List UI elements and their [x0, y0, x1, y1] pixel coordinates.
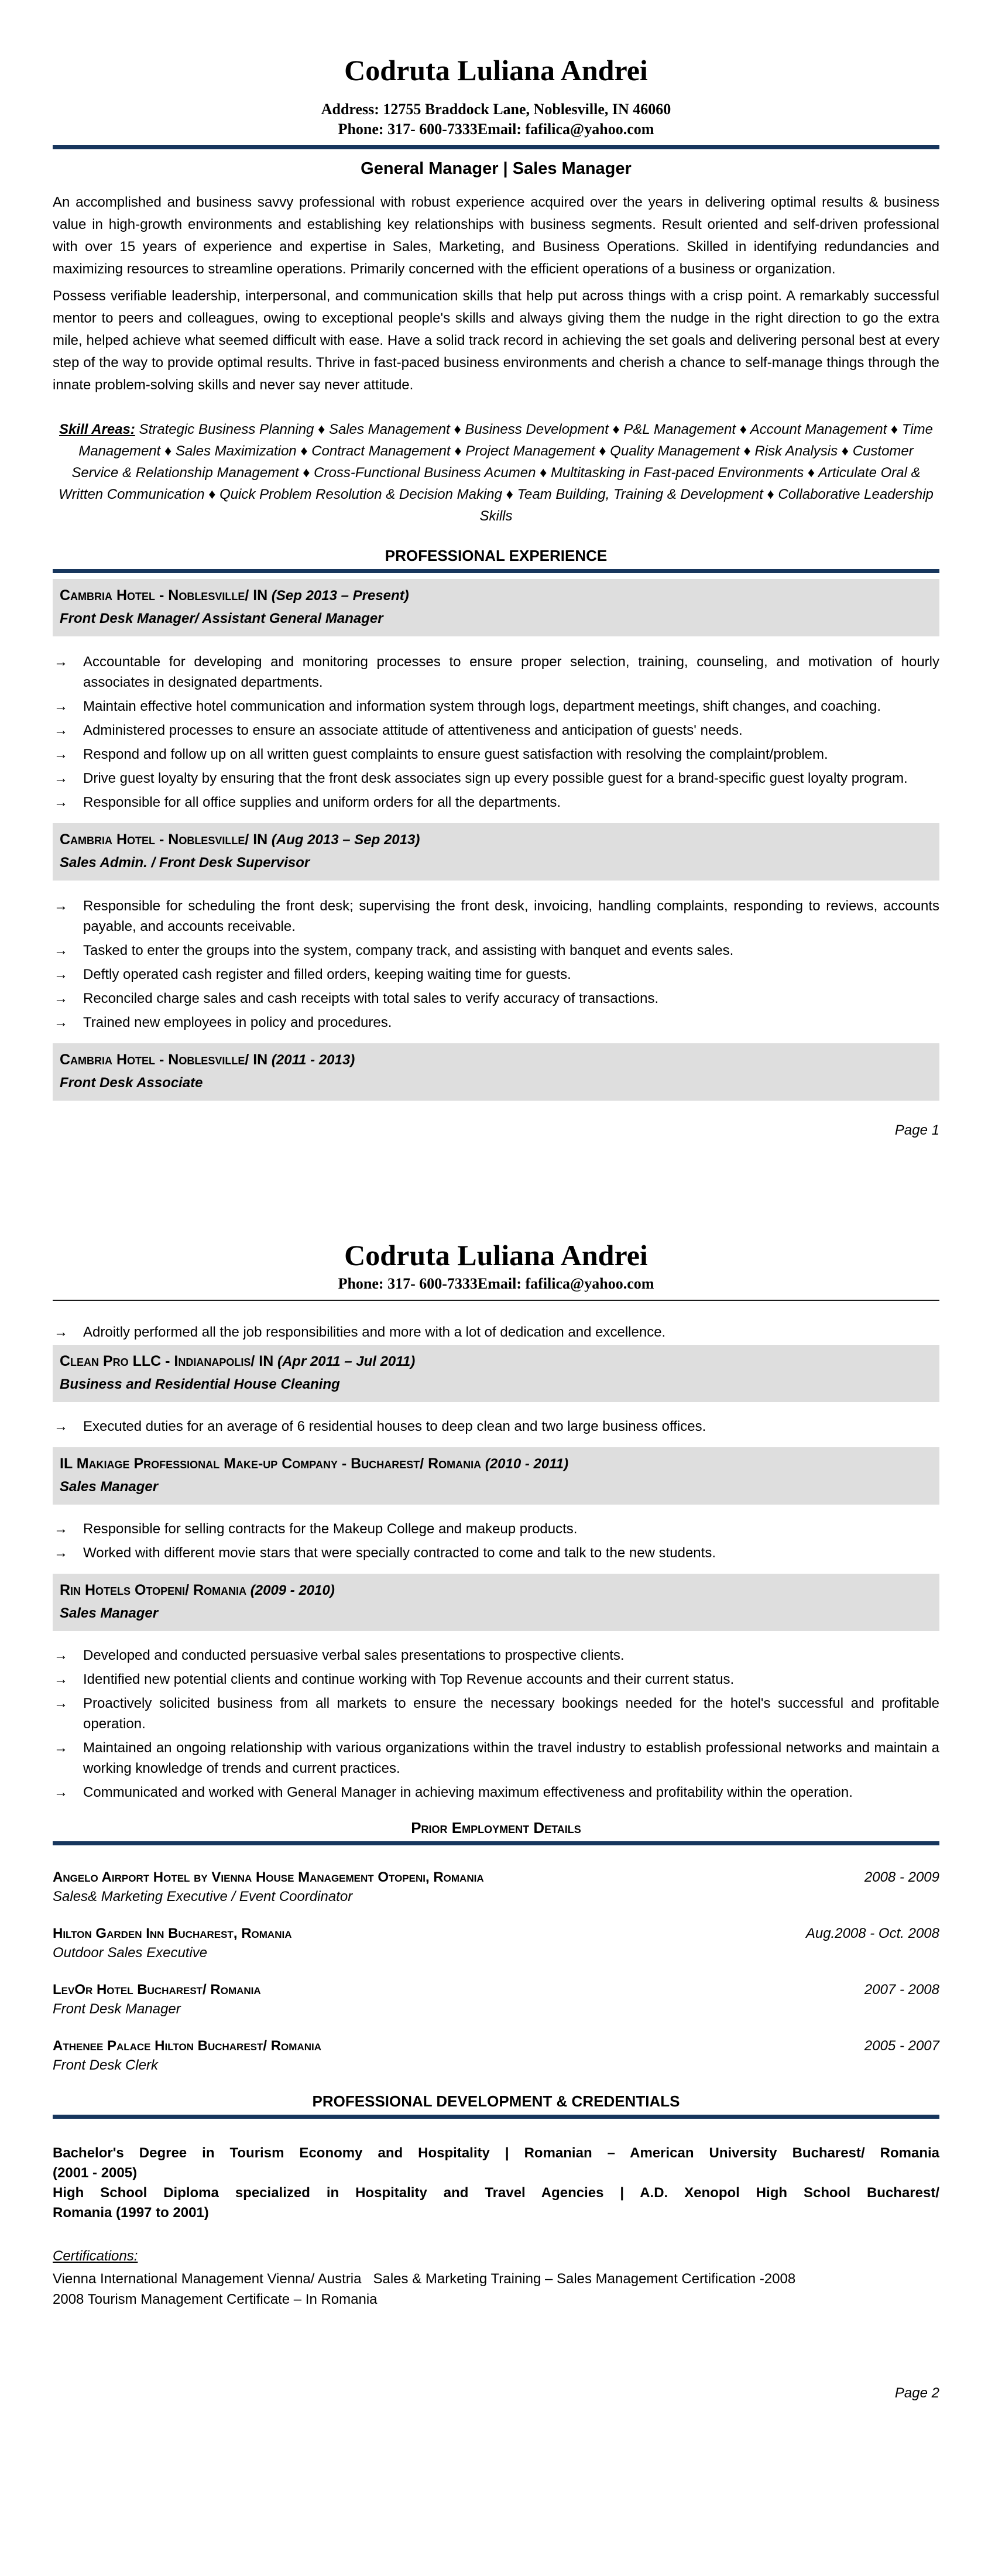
- job-company: Rin Hotels Otopeni/ Romania: [60, 1582, 247, 1598]
- job-header: [53, 823, 939, 881]
- phone-email-line: Phone: 317- 600-7333Email: fafilica@yahoo.com: [338, 121, 654, 138]
- job-dates: [267, 1052, 272, 1068]
- arrow-bullet-icon: →: [54, 1671, 68, 1687]
- list-item: [53, 744, 939, 765]
- job-company-line: [60, 829, 931, 851]
- job-title: Front Desk Manager/ Assistant General Manager: [60, 611, 383, 626]
- page-number: Page 1: [894, 1122, 939, 1138]
- list-item: [53, 1669, 939, 1690]
- job-dates: [481, 1456, 485, 1472]
- bullet-text: Accountable for developing and monitoring processes to ensure proper selection, training, counseling, and motivation of hourly associates in designated departments.: [83, 654, 939, 690]
- job-company: Clean Pro LLC - Indianapolis/ IN: [60, 1353, 274, 1369]
- prior-title: Front Desk Clerk: [53, 2057, 159, 2073]
- job-company: Cambria Hotel - Noblesville/ IN: [60, 587, 268, 604]
- arrow-bullet-icon: →: [54, 1419, 68, 1434]
- prior-job: [53, 1980, 939, 2019]
- list-item: [53, 768, 939, 789]
- job-bullets: [53, 1416, 939, 1437]
- job-company-line: [60, 1351, 931, 1372]
- prior-employment-list: [53, 1868, 939, 2075]
- section-heading-professional-experience: PROFESSIONAL EXPERIENCE: [385, 547, 608, 564]
- bullet-text: Responsible for selling contracts for the Makeup College and makeup products.: [83, 1521, 578, 1537]
- prior-company: Hilton Garden Inn Bucharest, Romania: [53, 1926, 292, 1941]
- list-item: [53, 896, 939, 937]
- header-divider: [53, 145, 939, 149]
- job-header: [53, 1345, 939, 1402]
- bullet-text: Developed and conducted persuasive verbal sales presentations to prospective clients.: [83, 1647, 625, 1663]
- job-company-line: [60, 585, 931, 607]
- bullet-text: Adroitly performed all the job responsibilities and more with a lot of dedication and excellence.: [83, 1324, 666, 1340]
- bullet-text: Executed duties for an average of 6 residential houses to deep clean and two large business offices.: [83, 1419, 706, 1434]
- list-item: [53, 988, 939, 1009]
- arrow-bullet-icon: →: [54, 770, 68, 786]
- arrow-bullet-icon: →: [54, 1740, 68, 1756]
- bullet-text: Administered processes to ensure an associate attitude of attentiveness and anticipation of guests' needs.: [83, 722, 743, 738]
- arrow-bullet-icon: →: [54, 967, 68, 982]
- job-dates: [267, 588, 272, 604]
- job-bullets: [53, 1645, 939, 1803]
- prior-dates: Aug.2008 - Oct. 2008: [805, 1926, 939, 1941]
- section-heading-prior-employment: Prior Employment Details: [411, 1819, 581, 1837]
- list-item: [53, 1519, 939, 1539]
- list-item: [53, 696, 939, 717]
- job-header: [53, 1574, 939, 1631]
- job-header: [53, 1447, 939, 1505]
- arrow-bullet-icon: →: [54, 1545, 68, 1561]
- job-dates: (Apr 2011 – Jul 2011): [277, 1354, 416, 1369]
- job-dates: [246, 1582, 251, 1598]
- prior-title: Front Desk Manager: [53, 2001, 181, 2017]
- job-header: [53, 1043, 939, 1101]
- bullet-text: Respond and follow up on all written guest complaints to ensure guest satisfaction with resolving the complaint/problem.: [83, 746, 828, 762]
- section-heading-credentials: PROFESSIONAL DEVELOPMENT & CREDENTIALS: [312, 2092, 680, 2110]
- education-entry-dates: (2001 - 2005): [53, 2165, 138, 2181]
- bullet-text: Maintain effective hotel communication and information system through logs, department meetings, shift changes, and coaching.: [83, 698, 881, 714]
- arrow-bullet-icon: →: [54, 1647, 68, 1663]
- list-item: [53, 1738, 939, 1779]
- job-title: Sales Manager: [60, 1605, 159, 1621]
- certification-entry: 2008 Tourism Management Certificate – In Romania: [53, 2291, 378, 2307]
- job-bullets: [53, 896, 939, 1033]
- arrow-bullet-icon: →: [54, 1015, 68, 1030]
- prior-title: Outdoor Sales Executive: [53, 1945, 208, 1961]
- page-number: Page 2: [894, 2385, 939, 2401]
- job-bullets: [53, 1322, 939, 1342]
- arrow-bullet-icon: →: [54, 698, 68, 714]
- prior-dates: 2008 - 2009: [864, 1869, 939, 1885]
- job-company-line: [60, 1580, 931, 1601]
- arrow-bullet-icon: →: [54, 943, 68, 958]
- job-dates: (2009 - 2010): [250, 1582, 335, 1598]
- summary-paragraph: An accomplished and business savvy professional with robust experience acquired over the years in delivering optimal results & business value in high-growth environments and establishing key relationships with business segments. Result oriented and self-driven professional with over 15 years of experience and expertise in Sales, Marketing, and Business Operations. Skilled in identifying redundancies and maximizing resources to streamline operations. Primarily concerned with the efficient operations of a business or organization.: [53, 194, 939, 277]
- education-entry: High School Diploma specialized in Hospitality and Travel Agencies | A.D. Xenopol High School Bucharest/: [53, 2185, 939, 2201]
- summary-paragraph: Possess verifiable leadership, interpersonal, and communication skills that help put across things with a crisp point. A remarkably successful mentor to peers and colleagues, owing to exceptional people's skills and always giving them the nudge in the right direction to go the extra mile, helped achieve what seemed difficult with ease. Have a solid track record in achieving the set goals and delivering personal best at every step of the way to provide optimal results. Thrive in fast-paced business environments and cherish a chance to self-manage things through the innate problem-solving skills and never say never attitude.: [53, 288, 939, 393]
- candidate-name: Codruta Luliana Andrei: [344, 54, 648, 87]
- bullet-text: Communicated and worked with General Manager in achieving maximum effectiveness and profitability within the operation.: [83, 1784, 853, 1800]
- education-entry: Bachelor's Degree in Tourism Economy and Hospitality | Romanian – American University Bucharest/ Romania: [53, 2145, 939, 2161]
- candidate-name: Codruta Luliana Andrei: [344, 1239, 648, 1272]
- phone-email-line: Phone: 317- 600-7333Email: fafilica@yahoo.com: [338, 1275, 654, 1292]
- prior-job-row: [53, 2036, 939, 2056]
- job-title: Sales Manager: [60, 1479, 159, 1495]
- prior-job-row: [53, 1980, 939, 1999]
- bullet-text: Responsible for all office supplies and uniform orders for all the departments.: [83, 794, 561, 810]
- arrow-bullet-icon: →: [54, 991, 68, 1006]
- job-dates: (2010 - 2011): [485, 1456, 569, 1472]
- prior-company: Angelo Airport Hotel by Vienna House Management Otopeni, Romania: [53, 1869, 484, 1885]
- prior-company: LevOr Hotel Bucharest/ Romania: [53, 1982, 261, 1998]
- header-divider: [53, 1300, 939, 1301]
- list-item: [53, 1416, 939, 1437]
- job-company: IL Makiage Professional Make-up Company - Bucharest/ Romania: [60, 1455, 482, 1472]
- bullet-text: Drive guest loyalty by ensuring that the front desk associates sign up every possible guest for a brand-specific guest loyalty program.: [83, 770, 908, 786]
- job-company: Cambria Hotel - Noblesville/ IN: [60, 831, 268, 848]
- prior-dates: 2005 - 2007: [864, 2038, 939, 2054]
- arrow-bullet-icon: →: [54, 1695, 68, 1711]
- list-item: [53, 1322, 939, 1342]
- bullet-text: Proactively solicited business from all markets to ensure the necessary bookings needed for the hotel's successful and profitable operation.: [83, 1695, 939, 1732]
- job-title: Sales Admin. / Front Desk Supervisor: [60, 855, 310, 871]
- job-company: Cambria Hotel - Noblesville/ IN: [60, 1051, 268, 1068]
- job-company-line: [60, 1049, 931, 1071]
- certification-entry: Vienna International Management Vienna/ Austria Sales & Marketing Training – Sales Management Certification -2008: [53, 2271, 796, 2287]
- arrow-bullet-icon: →: [54, 794, 68, 810]
- list-item: [53, 1543, 939, 1563]
- job-dates: [267, 832, 272, 848]
- skill-areas-label: Skill Areas:: [59, 422, 135, 437]
- job-dates: (Sep 2013 – Present): [271, 588, 409, 604]
- arrow-bullet-icon: →: [54, 898, 68, 914]
- certifications-label-text: Certifications:: [53, 2248, 138, 2264]
- arrow-bullet-icon: →: [54, 722, 68, 738]
- list-item: [53, 964, 939, 985]
- list-item: [53, 1782, 939, 1803]
- bullet-text: Tasked to enter the groups into the system, company track, and assisting with banquet and events sales.: [83, 943, 734, 958]
- address-line: Address: 12755 Braddock Lane, Noblesville, IN 46060: [321, 101, 671, 118]
- bullet-text: Worked with different movie stars that were specially contracted to come and talk to the new students.: [83, 1545, 716, 1561]
- job-dates: [273, 1354, 277, 1369]
- arrow-bullet-icon: →: [54, 746, 68, 762]
- list-item: [53, 1645, 939, 1666]
- bullet-text: Identified new potential clients and continue working with Top Revenue accounts and their current status.: [83, 1671, 735, 1687]
- section-divider: [53, 569, 939, 573]
- bullet-text: Responsible for scheduling the front desk; supervising the front desk, invoicing, handling complaints, responding to reviews, accounts payable, and accounts receivable.: [83, 898, 939, 934]
- list-item: [53, 652, 939, 693]
- job-dates: (Aug 2013 – Sep 2013): [271, 832, 420, 848]
- skill-areas-list: Strategic Business Planning ♦ Sales Management ♦ Business Development ♦ P&L Management ♦ Account Management ♦ Time Management ♦ Sales Maximization ♦ Contract Management ♦ Project Management ♦ Quality Management ♦ Risk Analysis ♦ Customer Service & Relationship Management ♦ Cross-Functional Business Acumen ♦ Multitasking in Fast-paced Environments ♦ Articulate Oral & Written Communication ♦ Quick Problem Resolution & Decision Making ♦ Team Building, Training & Development ♦ Collaborative Leadership Skills: [59, 422, 934, 524]
- prior-title: Sales& Marketing Executive / Event Coordinator: [53, 1889, 353, 1904]
- list-item: [53, 1693, 939, 1734]
- job-header: [53, 579, 939, 636]
- arrow-bullet-icon: →: [54, 1784, 68, 1800]
- arrow-bullet-icon: →: [54, 654, 68, 670]
- prior-job-row: [53, 1868, 939, 1887]
- skill-areas: [59, 419, 934, 527]
- list-item: [53, 940, 939, 961]
- education-list: [53, 2143, 939, 2223]
- prior-job-row: [53, 1924, 939, 1943]
- job-dates: (2011 - 2013): [271, 1052, 355, 1068]
- prior-company: Athenee Palace Hilton Bucharest/ Romania: [53, 2038, 321, 2054]
- resume-headline: General Manager | Sales Manager: [361, 159, 632, 178]
- bullet-text: Maintained an ongoing relationship with various organizations within the travel industry to establish professional networks and maintain a working knowledge of trends and current practices.: [83, 1740, 939, 1776]
- arrow-bullet-icon: →: [54, 1324, 68, 1340]
- prior-dates: 2007 - 2008: [864, 1982, 939, 1998]
- section-divider: [53, 1841, 939, 1845]
- list-item: [53, 1012, 939, 1033]
- certifications-label: [53, 2246, 939, 2266]
- bullet-text: Trained new employees in policy and procedures.: [83, 1015, 392, 1030]
- section-divider: [53, 2115, 939, 2119]
- prior-job: [53, 2036, 939, 2075]
- list-item: [53, 720, 939, 741]
- education-entry-dates: Romania (1997 to 2001): [53, 2205, 209, 2221]
- job-bullets: [53, 1519, 939, 1563]
- prior-job: [53, 1868, 939, 1906]
- job-bullets: [53, 652, 939, 813]
- bullet-text: Reconciled charge sales and cash receipts with total sales to verify accuracy of transactions.: [83, 991, 659, 1006]
- job-company-line: [60, 1453, 931, 1475]
- job-title: Front Desk Associate: [60, 1075, 203, 1091]
- bullet-text: Deftly operated cash register and filled orders, keeping waiting time for guests.: [83, 967, 571, 982]
- list-item: [53, 792, 939, 813]
- arrow-bullet-icon: →: [54, 1521, 68, 1537]
- job-title: Business and Residential House Cleaning: [60, 1376, 340, 1392]
- prior-job: [53, 1924, 939, 1962]
